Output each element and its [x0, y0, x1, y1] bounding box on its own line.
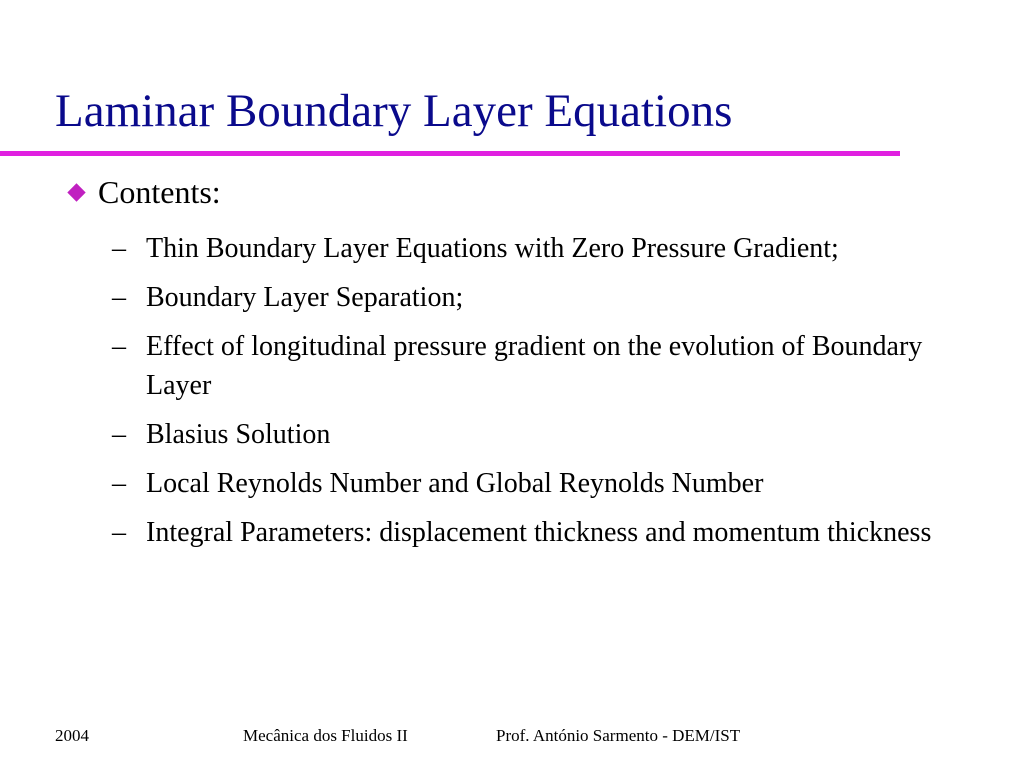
diamond-bullet-icon	[67, 183, 85, 201]
footer-author: Prof. António Sarmento - DEM/IST	[496, 726, 741, 745]
list-item	[112, 464, 982, 503]
bullet-label: Contents:	[98, 174, 221, 210]
footer-course: Mecânica dos Fluidos II	[243, 726, 408, 745]
footer-year: 2004	[55, 726, 89, 745]
list-item-text: Integral Parameters: displacement thickness and momentum thickness	[146, 517, 932, 548]
dash-bullet: –	[112, 419, 126, 450]
list-item-text: Thin Boundary Layer Equations with Zero Pressure Gradient;	[146, 233, 839, 264]
dash-bullet: –	[112, 233, 126, 264]
dash-bullet: –	[112, 468, 126, 499]
list-item-text: Effect of longitudinal pressure gradient on the evolution of Boundary Layer	[146, 331, 923, 401]
list-item-text: Local Reynolds Number and Global Reynolds Number	[146, 468, 764, 499]
bullet-item	[68, 172, 221, 212]
list-item	[112, 513, 982, 552]
list-item	[112, 229, 982, 268]
list-item-text: Boundary Layer Separation;	[146, 282, 464, 313]
list-item	[112, 278, 982, 317]
list-item	[112, 415, 982, 454]
dash-bullet: –	[112, 517, 126, 548]
slide-title: Laminar Boundary Layer Equations	[55, 85, 733, 137]
list-item-text: Blasius Solution	[146, 419, 331, 450]
dash-bullet: –	[112, 282, 126, 313]
dash-bullet: –	[112, 331, 126, 362]
title-underline	[0, 151, 900, 156]
contents-list	[112, 229, 982, 562]
list-item	[112, 327, 982, 405]
